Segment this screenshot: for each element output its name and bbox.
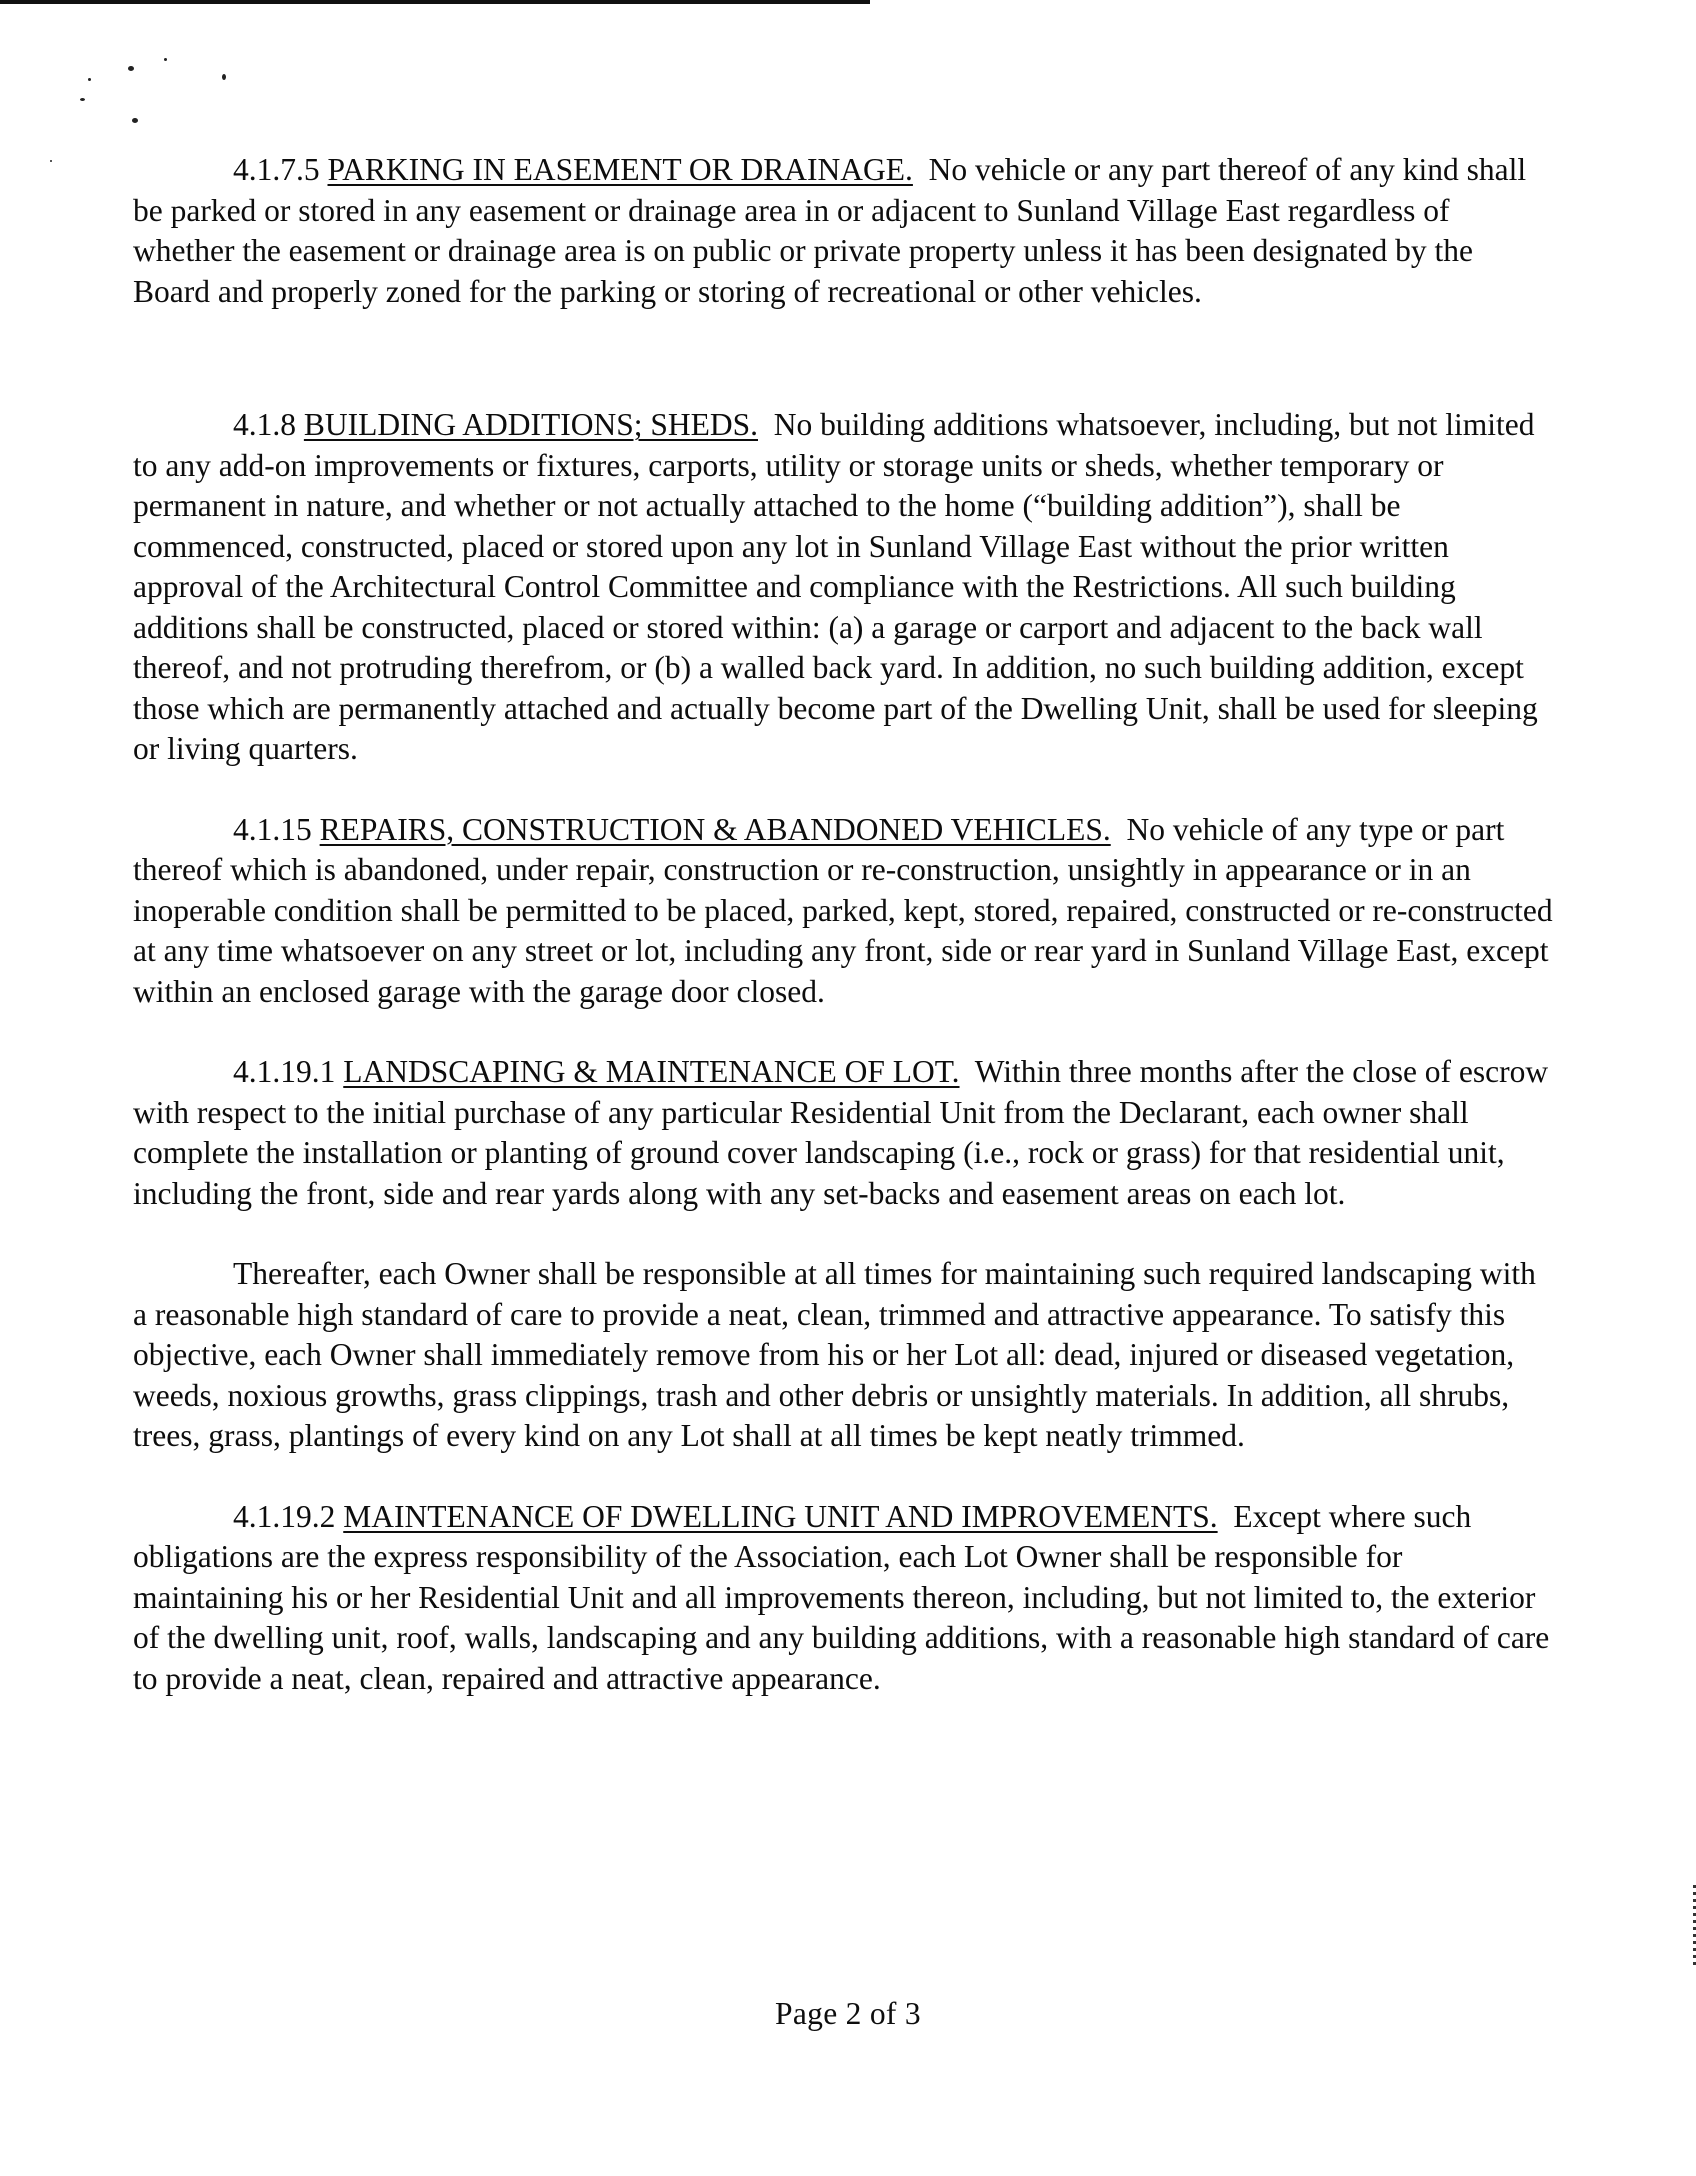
scan-speck: [128, 66, 134, 71]
section-heading: PARKING IN EASEMENT OR DRAINAGE.: [327, 152, 913, 187]
scan-speck: [80, 98, 85, 101]
section-4-1-15: [133, 810, 1553, 1013]
section-number: 4.1.8: [233, 407, 296, 442]
page-number-footer: Page 2 of 3: [775, 1996, 921, 2031]
document-page: [133, 150, 1553, 1699]
section-4-1-8: [133, 405, 1553, 770]
section-body: Within three months after the close of escrow with respect to the initial purchase of any particular Residential Unit from the Declarant, each owner shall complete the installation or planting of ground cover landscaping (i.e., rock or grass) for that residential unit, including the front, side and rear yards along with any set-backs and easement areas on each lot.: [133, 1054, 1549, 1211]
section-4-1-7-5: [133, 150, 1553, 312]
section-body: No vehicle or any part thereof of any kind shall be parked or stored in any easement or drainage area in or adjacent to Sunland Village East regardless of whether the easement or drainage area is on public or private property unless it has been designated by the Board and properly zoned for the parking or storing of recreational or other vehicles.: [133, 152, 1527, 309]
scan-speck: [132, 118, 138, 123]
section-heading: REPAIRS, CONSTRUCTION & ABANDONED VEHICLES.: [319, 811, 1111, 847]
scan-speck: [88, 78, 91, 81]
continuation-paragraph: Thereafter, each Owner shall be responsible at all times for maintaining such required landscaping with a reasonable high standard of care to provide a neat, clean, trimmed and attractive appearance. To satisfy this objective, each Owner shall immediately remove from his or her Lot all: dead, injured or diseased vegetation, weeds, noxious growths, grass clippings, trash and other debris or unsightly materials. In addition, all shrubs, trees, grass, plantings of every kind on any Lot shall at all times be kept neatly trimmed.: [133, 1256, 1536, 1453]
scan-top-edge: [0, 0, 870, 4]
section-number: 4.1.19.1: [233, 1054, 336, 1089]
section-number: 4.1.19.2: [233, 1498, 336, 1534]
section-number: 4.1.7.5: [233, 152, 320, 187]
scan-speck: [222, 74, 226, 80]
section-body: No building additions whatsoever, including, but not limited to any add-on improvements or fixtures, carports, utility or storage units or sheds, whether temporary or permanent in nature, and whether or not actually attached to the home (“building addition”), shall be commenced, constructed, placed or stored upon any lot in Sunland Village East without the prior written approval of the Architectural Control Committee and compliance with the Restrictions. All such building additions shall be constructed, placed or stored within: (a) a garage or carport and adjacent to the back wall thereof, and not protruding therefrom, or (b) a walled back yard. In addition, no such building addition, except those which are permanently attached and actually become part of the Dwelling Unit, shall be used for sleeping or living quarters.: [133, 407, 1538, 766]
section-heading: BUILDING ADDITIONS; SHEDS.: [303, 407, 758, 442]
section-body: No vehicle of any type or part thereof which is abandoned, under repair, construction or re-construction, unsightly in appearance or in an inoperable condition shall be permitted to be placed, parked, kept, stored, repaired, constructed or re-constructed at any time whatsoever on any street or lot, including any front, side or rear yard in Sunland Village East, except within an enclosed garage with the garage door closed.: [133, 811, 1553, 1009]
section-heading: MAINTENANCE OF DWELLING UNIT AND IMPROVEMENTS.: [343, 1498, 1218, 1534]
section-heading: LANDSCAPING & MAINTENANCE OF LOT.: [343, 1054, 960, 1089]
section-body: Except where such obligations are the express responsibility of the Association, each Lot Owner shall be responsible for maintaining his or her Residential Unit and all improvements thereon, including, but not limited to, the exterior of the dwelling unit, roof, walls, landscaping and any building additions, with a reasonable high standard of care to provide a neat, clean, repaired and attractive appearance.: [133, 1498, 1550, 1696]
scan-speck: [50, 160, 52, 162]
section-4-1-19-1: [133, 1052, 1553, 1214]
section-4-1-19-2: [133, 1497, 1553, 1700]
scan-speck: [164, 58, 167, 61]
section-number: 4.1.15: [233, 811, 312, 847]
